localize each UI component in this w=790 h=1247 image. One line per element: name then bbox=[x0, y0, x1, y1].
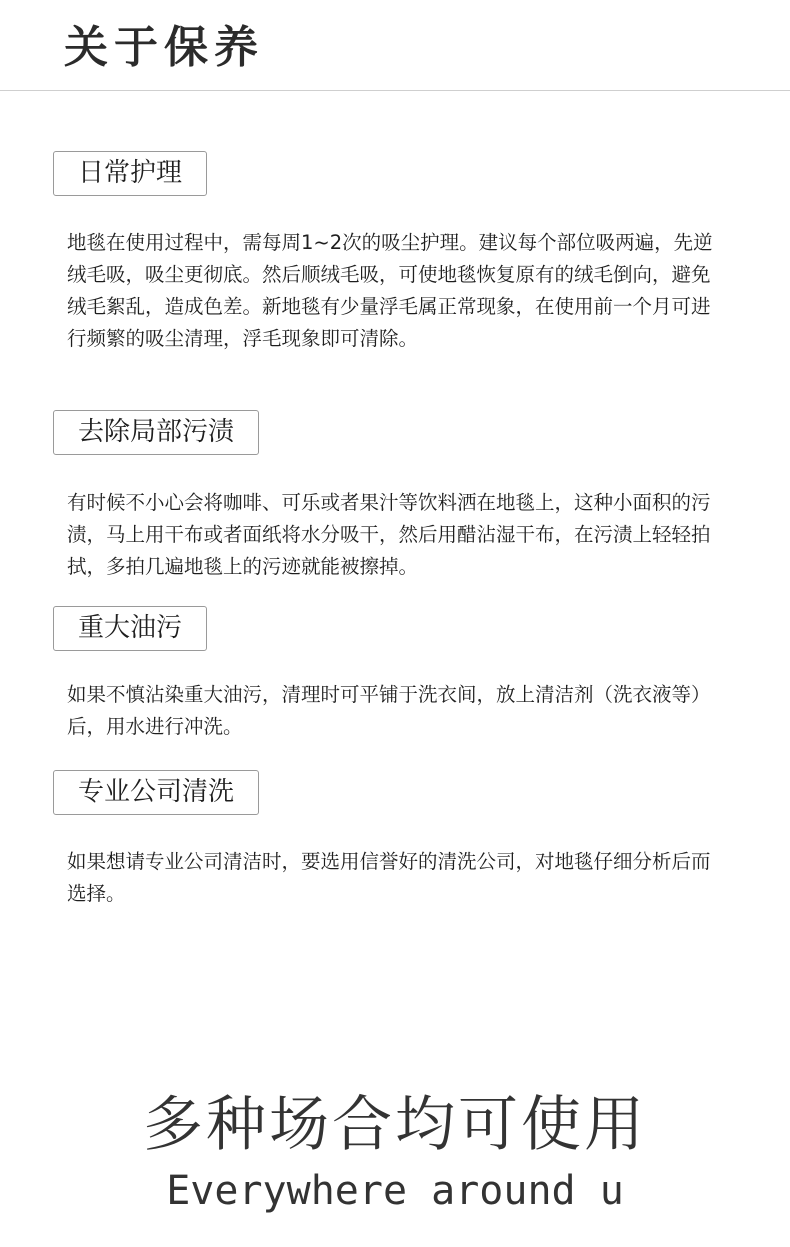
section-heading-heavy-oil: 重大油污 bbox=[53, 606, 207, 651]
header-divider bbox=[0, 90, 790, 91]
page-title: 关于保养 bbox=[64, 22, 264, 73]
section-heading-daily-care: 日常护理 bbox=[53, 151, 207, 196]
section-body-stain-removal: 有时候不小心会将咖啡、可乐或者果汁等饮料洒在地毯上，这种小面积的污渍，马上用干布或者面纸将水分吸干，然后用醋沾湿干布，在污渍上轻轻拍拭，多拍几遍地毯上的污迹就能被擦掉。 bbox=[67, 491, 711, 578]
section-body-heavy-oil: 如果不慎沾染重大油污，清理时可平铺于洗衣间，放上清洁剂（洗衣液等）后，用水进行冲洗。 bbox=[67, 683, 711, 738]
section-heading-professional-cleaning: 专业公司清洗 bbox=[53, 770, 259, 815]
section-body-daily-care: 地毯在使用过程中，需每周1~2次的吸尘护理。建议每个部位吸两遍，先逆绒毛吸，吸尘更彻底。然后顺绒毛吸，可使地毯恢复原有的绒毛倒向，避免绒毛絮乱，造成色差。新地毯有少量浮毛属正常现象，在使用前一个月可进行频繁的吸尘清理，浮毛现象即可清除。 bbox=[67, 231, 713, 350]
footer-slogan-en: Everywhere around u bbox=[166, 1168, 624, 1214]
footer-slogan-cn: 多种场合均可使用 bbox=[143, 1090, 647, 1160]
section-body-professional-cleaning: 如果想请专业公司清洁时，要选用信誉好的清洗公司，对地毯仔细分析后而选择。 bbox=[67, 850, 711, 905]
section-heading-stain-removal: 去除局部污渍 bbox=[53, 410, 259, 455]
